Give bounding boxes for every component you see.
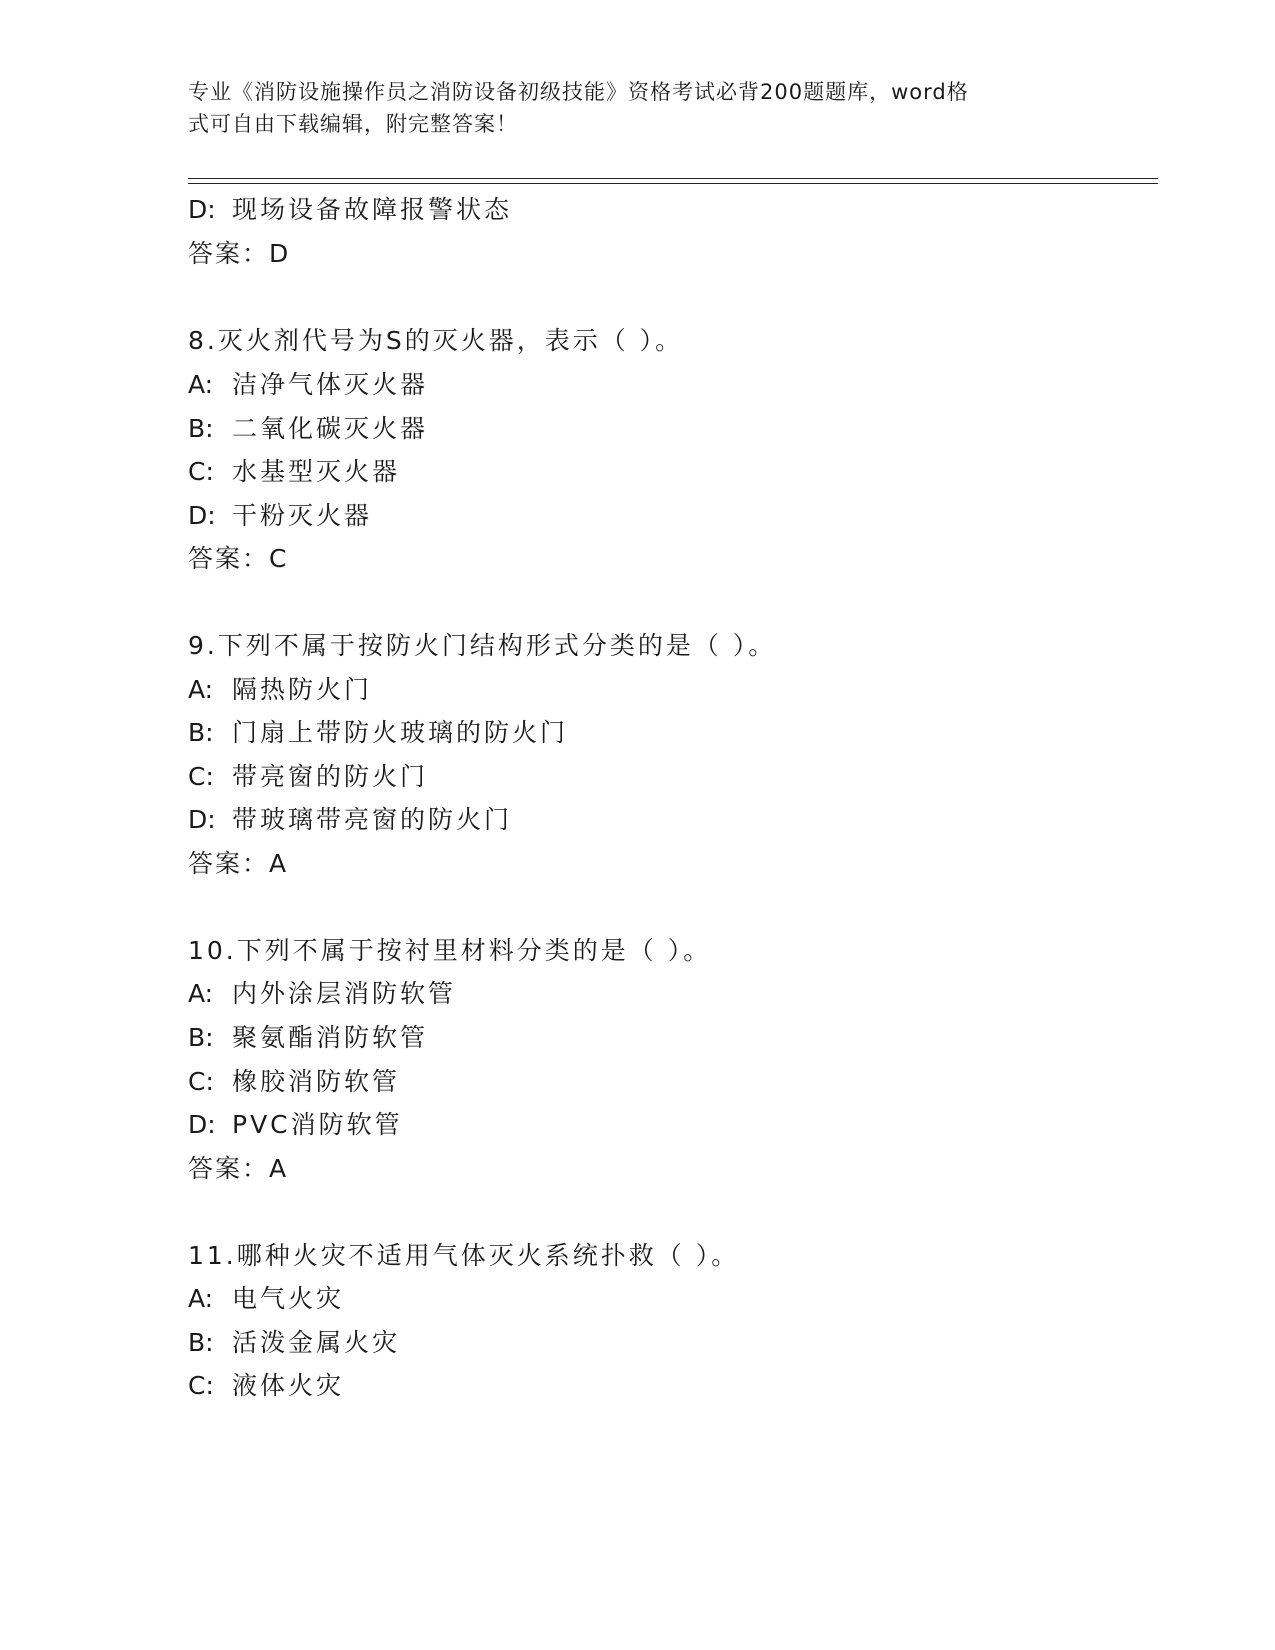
option-text: 门扇上带防火玻璃的防火门 <box>232 718 569 747</box>
option-text: 现场设备故障报警状态 <box>232 195 513 224</box>
option-key: D: <box>188 1110 216 1139</box>
option-key: C: <box>188 1067 214 1096</box>
header-line-1: 专业《消防设施操作员之消防设备初级技能》资格考试必背200题题库，word格 <box>188 80 969 104</box>
option-text: 内外涂层消防软管 <box>232 979 457 1008</box>
q10-option-c <box>188 1066 400 1098</box>
q10-option-b <box>188 1022 428 1054</box>
option-text: 液体火灾 <box>232 1371 345 1400</box>
q9-option-a <box>188 674 372 706</box>
q9-option-d <box>188 804 512 836</box>
option-text: 带玻璃带亮窗的防火门 <box>232 805 513 834</box>
q9-stem: 9.下列不属于按防火门结构形式分类的是（ ）。 <box>188 631 777 660</box>
header-line-2: 式可自由下载编辑，附完整答案！ <box>188 112 518 136</box>
option-text: 干粉灭火器 <box>232 501 373 530</box>
option-key: A: <box>188 1284 214 1313</box>
option-text: 聚氨酯消防软管 <box>232 1023 429 1052</box>
option-text: 橡胶消防软管 <box>232 1067 401 1096</box>
q9-option-b <box>188 717 568 749</box>
option-text: 洁净气体灭火器 <box>232 370 429 399</box>
option-text: 水基型灭火器 <box>232 457 401 486</box>
option-text: 电气火灾 <box>232 1284 345 1313</box>
q8-stem: 8.灭火剂代号为S的灭火器，表示（ ）。 <box>188 326 684 355</box>
option-key: D: <box>188 195 216 224</box>
header-divider-bottom <box>188 183 1158 184</box>
q8-option-a <box>188 369 428 401</box>
option-text: PVC消防软管 <box>232 1110 403 1139</box>
option-text: 隔热防火门 <box>232 675 373 704</box>
q10-answer: 答案：A <box>188 1154 289 1183</box>
q10-option-d <box>188 1109 403 1141</box>
q8-option-b <box>188 413 428 445</box>
q11-stem: 11.哪种火灾不适用气体灭火系统扑救（ ）。 <box>188 1241 740 1270</box>
q8-option-d <box>188 500 372 532</box>
q11-option-c <box>188 1370 344 1402</box>
option-key: B: <box>188 718 214 747</box>
option-key: C: <box>188 457 214 486</box>
option-key: B: <box>188 1328 214 1357</box>
header-divider-top <box>188 178 1158 179</box>
option-key: A: <box>188 979 214 1008</box>
q10-stem: 10.下列不属于按衬里材料分类的是（ ）。 <box>188 936 712 965</box>
option-key: A: <box>188 370 214 399</box>
q11-option-b <box>188 1327 400 1359</box>
q7-option-d <box>188 194 512 226</box>
q9-answer: 答案：A <box>188 849 289 878</box>
option-text: 二氧化碳灭火器 <box>232 414 429 443</box>
q11-option-a <box>188 1283 344 1315</box>
option-key: C: <box>188 1371 214 1400</box>
q8-option-c <box>188 456 400 488</box>
document-header <box>188 76 1068 140</box>
q7-answer: 答案：D <box>188 239 291 268</box>
q8-answer: 答案：C <box>188 544 289 573</box>
option-text: 带亮窗的防火门 <box>232 762 429 791</box>
option-key: B: <box>188 1023 214 1052</box>
option-text: 活泼金属火灾 <box>232 1328 401 1357</box>
option-key: D: <box>188 805 216 834</box>
q9-option-c <box>188 761 428 793</box>
option-key: D: <box>188 501 216 530</box>
option-key: B: <box>188 414 214 443</box>
q10-option-a <box>188 978 456 1010</box>
option-key: A: <box>188 675 214 704</box>
option-key: C: <box>188 762 214 791</box>
